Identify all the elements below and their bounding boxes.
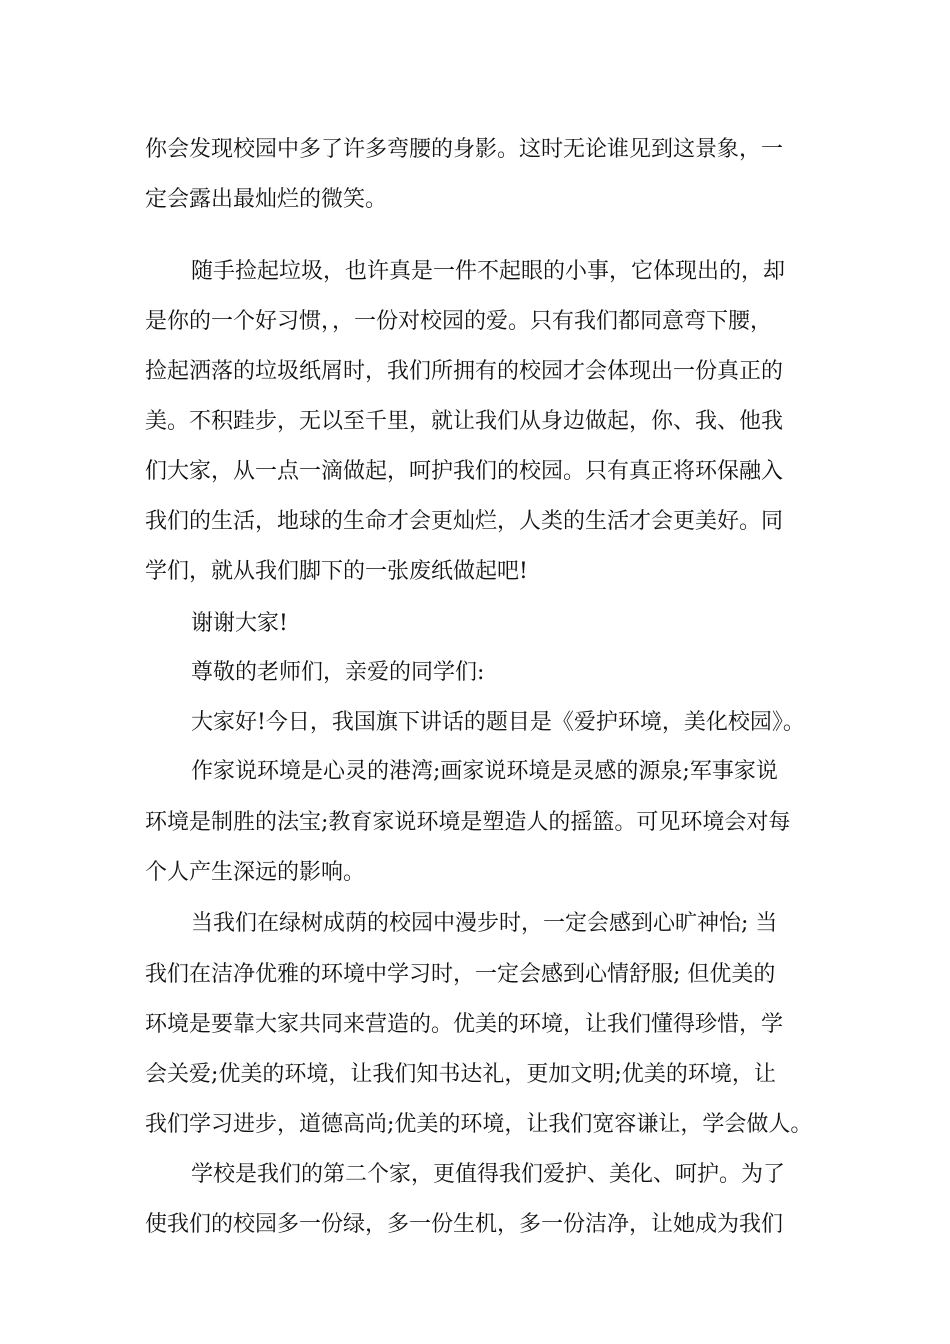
- paragraph-line: 学校是我们的第二个家，更值得我们爱护、美化、呵护。为了: [191, 1162, 786, 1187]
- paragraph-line: 们大家，从一点一滴做起，呵护我们的校园。只有真正将环保融入: [145, 459, 784, 484]
- paragraph-line: 当我们在绿树成荫的校园中漫步时，一定会感到心旷神怡; 当: [191, 911, 778, 936]
- paragraph-line: 谢谢大家!: [191, 611, 288, 636]
- paragraph-line: 环境是制胜的法宝;教育家说环境是塑造人的摇篮。可见环境会对每: [145, 810, 791, 835]
- paragraph-line: 定会露出最灿烂的微笑。: [145, 187, 388, 212]
- paragraph-line: 作家说环境是心灵的港湾;画家说环境是灵感的源泉;军事家说: [191, 759, 778, 784]
- paragraph-line: 随手捡起垃圾，也许真是一件不起眼的小事，它体现出的，却: [191, 259, 786, 284]
- paragraph-line: 个人产生深远的影响。: [145, 860, 366, 885]
- paragraph-line: 使我们的校园多一份绿，多一份生机，多一份洁净，让她成为我们: [145, 1212, 784, 1237]
- paragraph-line: 大家好!今日，我国旗下讲话的题目是《爱护环境，美化校园》。: [191, 710, 805, 735]
- paragraph-line: 你会发现校园中多了许多弯腰的身影。这时无论谁见到这景象，一: [145, 137, 784, 162]
- paragraph-line: 美。不积跬步，无以至千里，就让我们从身边做起，你、我、他我: [145, 409, 784, 434]
- paragraph-line: 我们的生活，地球的生命才会更灿烂，人类的生活才会更美好。同: [145, 509, 784, 534]
- paragraph-line: 会关爱;优美的环境，让我们知书达礼，更加文明;优美的环境，让: [145, 1062, 776, 1087]
- paragraph-line: 学们，就从我们脚下的一张废纸做起吧!: [145, 559, 528, 584]
- paragraph-line: 是你的一个好习惯，，一份对校园的爱。只有我们都同意弯下腰，: [145, 309, 773, 334]
- paragraph-line: 环境是要靠大家共同来营造的。优美的环境，让我们懂得珍惜，学: [145, 1012, 784, 1037]
- paragraph-line: 我们在洁净优雅的环境中学习时，一定会感到心情舒服; 但优美的: [145, 962, 776, 987]
- paragraph-line: 尊敬的老师们，亲爱的同学们:: [191, 660, 485, 685]
- paragraph-line: 捡起洒落的垃圾纸屑时，我们所拥有的校园才会体现出一份真正的: [145, 359, 784, 384]
- paragraph-line: 我们学习进步，道德高尚;优美的环境，让我们宽容谦让，学会做人。: [145, 1112, 813, 1137]
